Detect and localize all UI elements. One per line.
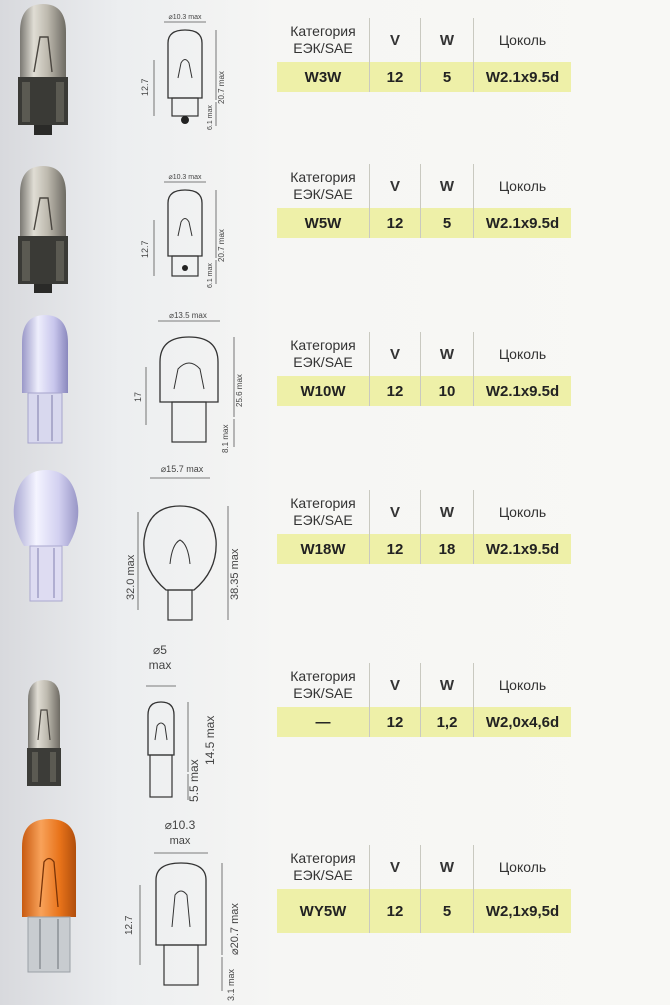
header-power: W (421, 332, 474, 376)
header-category: Категория ЕЭК/SAE (277, 663, 370, 707)
dimension-drawing (120, 460, 270, 645)
value-voltage: 12 (370, 889, 421, 933)
value-base: W2,0x4,6d (485, 713, 560, 731)
dim-light-center: 12.7 (124, 915, 135, 935)
header-voltage: V (370, 18, 421, 62)
dim-base: 6.1 max (207, 105, 214, 130)
dimension-drawing (120, 640, 230, 810)
dim-diameter: ⌀10.3 max (168, 174, 202, 181)
bulb-photo (12, 2, 74, 137)
header-base: Цоколь (498, 503, 547, 520)
value-power: 5 (421, 62, 474, 92)
value-category: — (277, 707, 370, 737)
spec-table-values (277, 534, 571, 564)
spec-table (277, 332, 571, 406)
bulb-row-w18w (0, 460, 670, 645)
value-power: 10 (421, 376, 474, 406)
header-category: Категория ЕЭК/SAE (277, 490, 370, 534)
header-power: W (421, 663, 474, 707)
dim-height: 14.5 max (203, 715, 217, 765)
spec-table-values (277, 208, 571, 238)
header-power: W (421, 164, 474, 208)
dim-base: 8.1 max (221, 424, 230, 453)
value-category: WY5W (277, 889, 370, 933)
spec-table-values (277, 376, 571, 406)
dim-diameter-unit: max (148, 658, 172, 672)
dim-diameter: ⌀10.3 (164, 818, 196, 832)
dim-light-center: 32.0 max (125, 554, 137, 600)
header-base: Цоколь (498, 676, 547, 693)
header-category: Категория ЕЭК/SAE (277, 332, 370, 376)
bulb-photo (12, 164, 74, 294)
header-category: Категория ЕЭК/SAE (277, 164, 370, 208)
header-category: Категория ЕЭК/SAE (277, 845, 370, 889)
dim-diameter-unit: max (169, 835, 191, 847)
header-base: Цоколь (498, 858, 547, 875)
dim-diameter: ⌀13.5 max (169, 311, 207, 320)
value-voltage: 12 (370, 62, 421, 92)
header-category: Категория ЕЭК/SAE (277, 18, 370, 62)
dim-light-center: 12.7 (140, 240, 150, 258)
header-power: W (421, 490, 474, 534)
value-base: W2.1x9.5d (485, 382, 560, 400)
bulb-photo (16, 817, 82, 977)
spec-table (277, 663, 571, 737)
bulb-row-wy5w (0, 815, 670, 1005)
dim-diameter: ⌀15.7 max (160, 464, 204, 474)
spec-table-header (277, 18, 571, 62)
spec-table (277, 164, 571, 238)
spec-table-header (277, 663, 571, 707)
dim-height: 38.35 max (229, 548, 241, 600)
header-base: Цоколь (498, 31, 547, 48)
spec-table-values (277, 889, 571, 933)
header-voltage: V (370, 845, 421, 889)
dim-base: 3.1 max (226, 968, 236, 1001)
spec-table-header (277, 845, 571, 889)
value-category: W3W (277, 62, 370, 92)
bulb-photo (18, 313, 73, 448)
spec-table (277, 845, 571, 933)
dim-diameter: ⌀5 (153, 643, 167, 657)
header-power: W (421, 18, 474, 62)
spec-table-header (277, 332, 571, 376)
value-category: W18W (277, 534, 370, 564)
value-category: W10W (277, 376, 370, 406)
header-power: W (421, 845, 474, 889)
value-power: 5 (421, 889, 474, 933)
value-base: W2.1x9.5d (485, 68, 560, 86)
bulb-photo (24, 678, 64, 793)
dimension-drawing (118, 815, 248, 1005)
bulb-row-w3w (0, 0, 670, 150)
spec-table-header (277, 164, 571, 208)
dim-diameter: ⌀10.3 max (168, 14, 202, 21)
value-base: W2.1x9.5d (485, 540, 560, 558)
value-power: 1,2 (421, 707, 474, 737)
bulb-row-miniature (0, 640, 670, 815)
dim-light-center: 12.7 (140, 78, 150, 96)
header-voltage: V (370, 490, 421, 534)
bulb-row-w10w (0, 305, 670, 460)
spec-table (277, 490, 571, 564)
value-power: 18 (421, 534, 474, 564)
dim-light-center: 17 (133, 391, 143, 402)
value-voltage: 12 (370, 707, 421, 737)
dimension-drawing (128, 168, 238, 293)
spec-table-values (277, 707, 571, 737)
spec-table-values (277, 62, 571, 92)
dim-height: 20.7 max (217, 229, 226, 262)
header-voltage: V (370, 332, 421, 376)
value-voltage: 12 (370, 534, 421, 564)
header-voltage: V (370, 663, 421, 707)
header-voltage: V (370, 164, 421, 208)
dim-base: 5.5 max (187, 759, 201, 802)
header-base: Цоколь (498, 177, 547, 194)
bulb-row-w5w (0, 150, 670, 300)
spec-table (277, 18, 571, 92)
dim-height: 20.7 max (217, 71, 226, 104)
bulb-photo (10, 466, 82, 606)
dim-height: 25.6 max (235, 374, 244, 407)
dimension-drawing (128, 307, 248, 457)
spec-table-header (277, 490, 571, 534)
dim-height: ⌀20.7 max (229, 903, 241, 955)
header-base: Цоколь (498, 345, 547, 362)
value-base: W2.1x9.5d (485, 214, 560, 232)
value-voltage: 12 (370, 376, 421, 406)
value-voltage: 12 (370, 208, 421, 238)
dim-base: 6.1 max (207, 263, 214, 288)
dimension-drawing (128, 8, 238, 133)
value-category: W5W (277, 208, 370, 238)
value-power: 5 (421, 208, 474, 238)
value-base: W2,1x9,5d (485, 902, 560, 920)
